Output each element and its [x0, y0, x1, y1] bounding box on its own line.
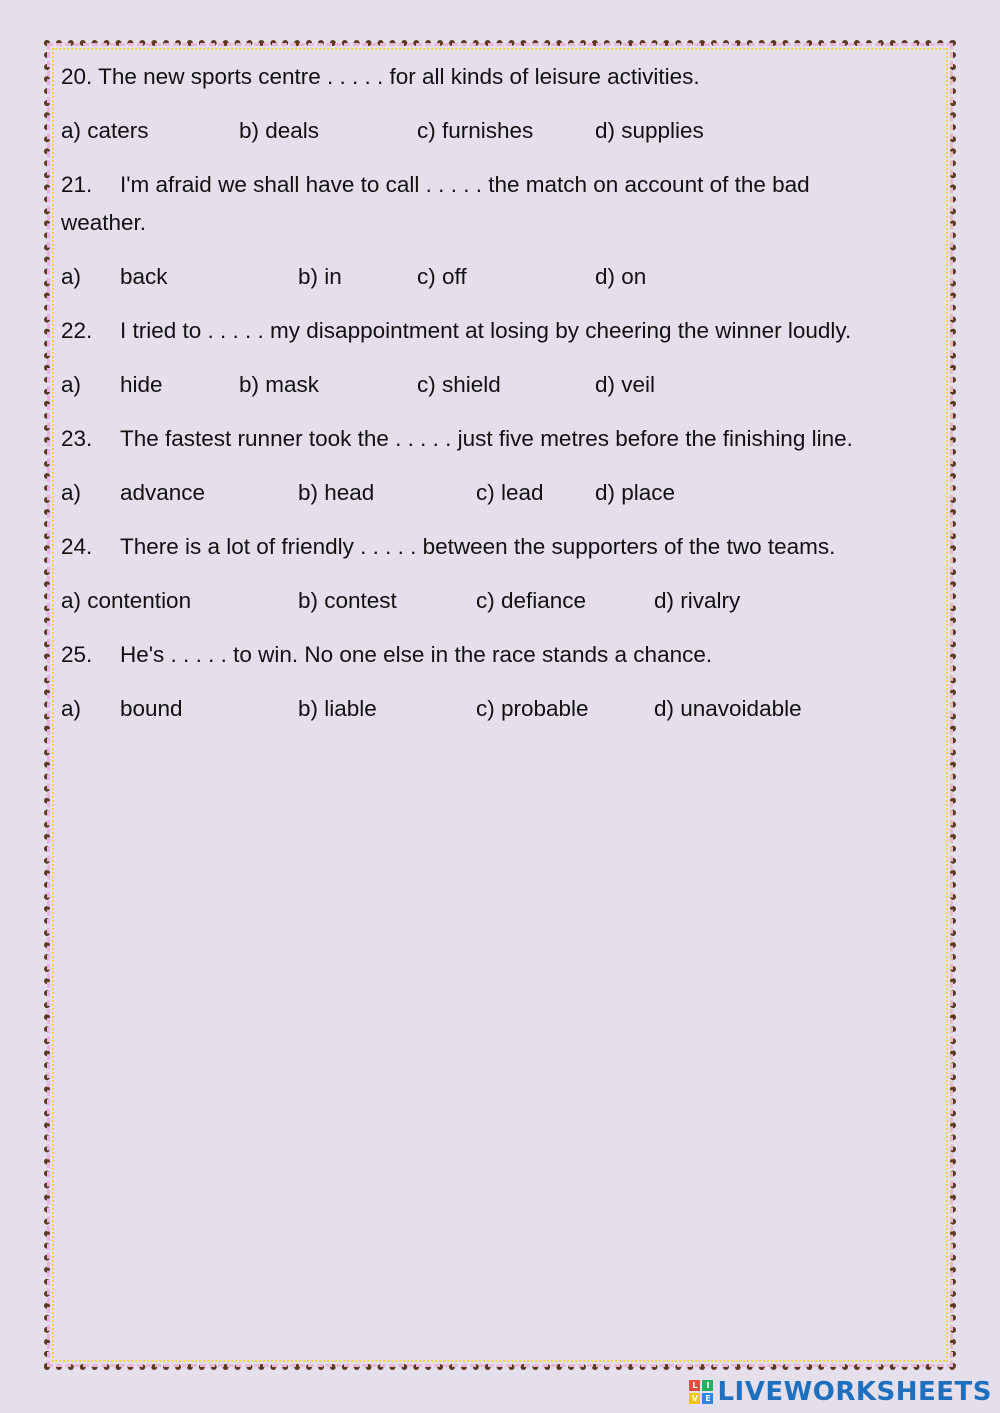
option-22-b[interactable]: b) mask: [239, 372, 320, 397]
option-23-a-letter[interactable]: a): [61, 480, 82, 505]
question-21-number: 21.: [61, 172, 93, 197]
question-24-options: [61, 582, 946, 620]
option-24-d[interactable]: d) rivalry: [654, 588, 741, 613]
question-25-options: [61, 690, 946, 728]
option-21-b[interactable]: b) in: [298, 264, 342, 289]
question-20-text: The new sports centre . . . . . for all kinds of leisure activities.: [98, 64, 700, 89]
liveworksheets-logo[interactable]: [689, 1375, 992, 1409]
option-23-b[interactable]: b) head: [298, 480, 375, 505]
option-21-a-letter[interactable]: a): [61, 264, 82, 289]
question-23-text: The fastest runner took the . . . . . just five metres before the finishing line.: [120, 426, 853, 451]
question-24-text: There is a lot of friendly . . . . . between the supporters of the two teams.: [120, 534, 836, 559]
question-24: [61, 528, 946, 566]
worksheet-content: [61, 58, 946, 744]
question-22-number: 22.: [61, 318, 93, 343]
question-21-text-line2: weather.: [61, 210, 147, 235]
option-20-c[interactable]: c) furnishes: [417, 118, 534, 143]
liveworksheets-logo-text: LIVEWORKSHEETS: [717, 1377, 992, 1407]
question-23: [61, 420, 946, 458]
question-25: [61, 636, 946, 674]
question-22: [61, 312, 946, 350]
question-21-text-line1: I'm afraid we shall have to call . . . . . the match on account of the bad: [120, 172, 810, 197]
option-21-a[interactable]: back: [120, 264, 168, 289]
option-22-a-letter[interactable]: a): [61, 372, 82, 397]
option-22-a[interactable]: hide: [120, 372, 163, 397]
option-20-a[interactable]: a) caters: [61, 118, 149, 143]
option-22-d[interactable]: d) veil: [595, 372, 656, 397]
option-25-c[interactable]: c) probable: [476, 696, 589, 721]
option-22-c[interactable]: c) shield: [417, 372, 501, 397]
option-25-a-letter[interactable]: a): [61, 696, 82, 721]
option-23-a[interactable]: advance: [120, 480, 206, 505]
question-25-text: He's . . . . . to win. No one else in the race stands a chance.: [120, 642, 713, 667]
option-21-c[interactable]: c) off: [417, 264, 467, 289]
question-25-number: 25.: [61, 642, 93, 667]
question-23-number: 23.: [61, 426, 93, 451]
option-25-d[interactable]: d) unavoidable: [654, 696, 802, 721]
option-24-c[interactable]: c) defiance: [476, 588, 587, 613]
question-23-options: [61, 474, 946, 512]
option-25-a[interactable]: bound: [120, 696, 183, 721]
option-20-b[interactable]: b) deals: [239, 118, 320, 143]
logo-mark-e: E: [702, 1393, 713, 1404]
option-23-d[interactable]: d) place: [595, 480, 676, 505]
question-20: [61, 58, 946, 96]
question-24-number: 24.: [61, 534, 93, 559]
liveworksheets-logo-icon: [689, 1380, 713, 1404]
logo-mark-i: I: [702, 1380, 713, 1391]
option-20-d[interactable]: d) supplies: [595, 118, 704, 143]
question-21: [61, 166, 946, 242]
option-24-a[interactable]: a) contention: [61, 588, 192, 613]
question-20-number: 20.: [61, 64, 93, 89]
logo-mark-l: L: [689, 1380, 700, 1391]
option-25-b[interactable]: b) liable: [298, 696, 377, 721]
option-24-b[interactable]: b) contest: [298, 588, 397, 613]
option-21-d[interactable]: d) on: [595, 264, 647, 289]
logo-mark-v: V: [689, 1393, 700, 1404]
option-23-c[interactable]: c) lead: [476, 480, 544, 505]
question-22-text: I tried to . . . . . my disappointment at losing by cheering the winner loudly.: [120, 318, 852, 343]
question-22-options: [61, 366, 946, 404]
question-21-options: [61, 258, 946, 296]
question-20-options: [61, 112, 946, 150]
